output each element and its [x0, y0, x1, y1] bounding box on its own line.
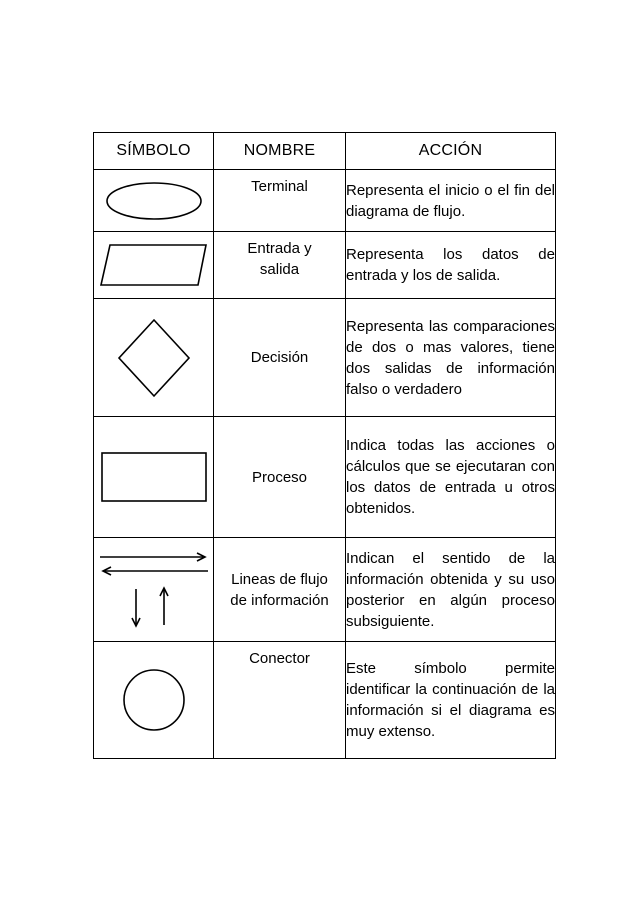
header-name: NOMBRE	[214, 133, 346, 170]
name-line: Conector	[249, 650, 310, 667]
action-cell: Representa el inicio o el fin del diagrama de flujo.	[346, 170, 556, 232]
name-line: Entrada y	[247, 240, 312, 257]
name-line: salida	[259, 261, 300, 278]
name-cell	[214, 417, 346, 538]
name-line: Lineas de flujo	[231, 570, 328, 588]
header-action: ACCIÓN	[346, 133, 556, 170]
name-cell	[214, 538, 346, 642]
symbol-cell	[94, 170, 214, 232]
diamond-decision-icon	[114, 308, 194, 408]
name-cell	[214, 232, 346, 299]
name-line: Terminal	[251, 178, 308, 195]
header-symbol: SÍMBOLO	[94, 133, 214, 170]
action-cell: Indican el sentido de la información obtenida y su uso posterior en algún proceso subsiguiente.	[346, 538, 556, 642]
parallelogram-io-icon	[96, 240, 212, 290]
table-header-row	[94, 133, 556, 170]
action-cell: Representa los datos de entrada y los de salida.	[346, 232, 556, 299]
circle-connector-icon	[114, 660, 194, 740]
table-row-decision	[94, 299, 556, 417]
symbol-cell	[94, 417, 214, 538]
name-line: Decisión	[250, 349, 309, 366]
table-row-connector	[94, 642, 556, 759]
symbol-cell	[94, 538, 214, 642]
terminal-ellipse-icon	[99, 179, 209, 223]
action-cell: Indica todas las acciones o cálculos que se ejecutaran con los datos de entrada u otros obtenidos.	[346, 417, 556, 538]
symbol-cell	[94, 299, 214, 417]
name-cell	[214, 642, 346, 759]
action-cell: Representa las comparaciones de dos o mas valores, tiene dos salidas de información falso o verdadero	[346, 299, 556, 417]
name-cell	[214, 299, 346, 417]
name-line: Proceso	[251, 468, 308, 486]
table-row-terminal	[94, 170, 556, 232]
action-cell: Este símbolo permite identificar la continuación de la información si el diagrama es muy extenso.	[346, 642, 556, 759]
symbol-cell	[94, 642, 214, 759]
rectangle-process-icon	[98, 447, 210, 507]
flowchart-symbols-sheet	[93, 132, 555, 759]
flow-arrows-icon	[96, 545, 212, 635]
symbol-cell	[94, 232, 214, 299]
name-cell	[214, 170, 346, 232]
flowchart-symbols-table	[93, 132, 556, 759]
table-row-process	[94, 417, 556, 538]
table-row-input-output	[94, 232, 556, 299]
name-line: de información	[230, 591, 329, 609]
table-row-flow-lines	[94, 538, 556, 642]
